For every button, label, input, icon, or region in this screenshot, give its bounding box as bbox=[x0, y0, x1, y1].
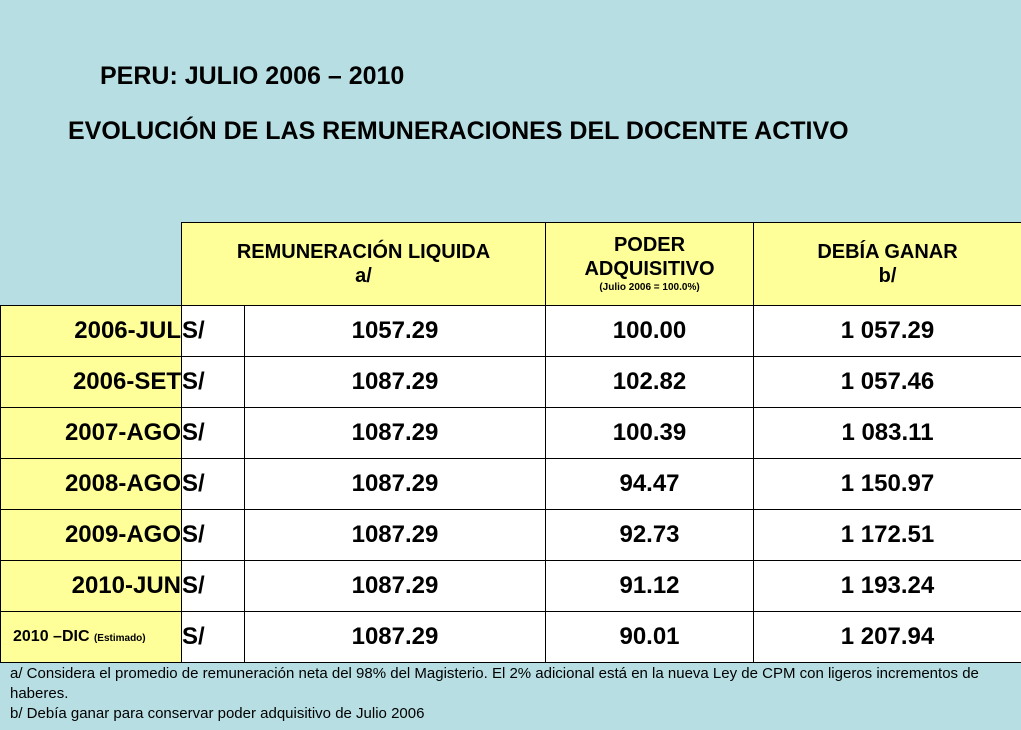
header-remuneracion bbox=[182, 223, 546, 306]
row-debia: 1 207.94 bbox=[754, 612, 1021, 663]
row-date: 2009-AGO bbox=[1, 510, 182, 561]
row-debia: 1 150.97 bbox=[754, 459, 1021, 510]
header-debia-ganar bbox=[754, 223, 1021, 306]
header-corner-cell bbox=[1, 223, 182, 306]
remuneraciones-table bbox=[0, 222, 1021, 663]
row-date-label: 2010 –DIC bbox=[13, 628, 90, 645]
row-date: 2010-JUN bbox=[1, 561, 182, 612]
row-debia: 1 083.11 bbox=[754, 408, 1021, 459]
footnotes bbox=[10, 664, 1010, 724]
table-row bbox=[1, 510, 1021, 561]
row-date: 2006-JUL bbox=[1, 306, 182, 357]
header-debia-note: b/ bbox=[878, 265, 897, 287]
page-subtitle: EVOLUCIÓN DE LAS REMUNERACIONES DEL DOCENTE ACTIVO bbox=[68, 117, 849, 145]
header-poder-note: (Julio 2006 = 100.0%) bbox=[599, 282, 700, 293]
table-header-row bbox=[1, 223, 1021, 306]
row-date: 2006-SET bbox=[1, 357, 182, 408]
header-debia-label: DEBÍA GANAR bbox=[817, 241, 958, 263]
row-remuneracion: 1087.29 bbox=[245, 459, 546, 510]
row-currency: S/ bbox=[182, 357, 245, 408]
header-remuneracion-label: REMUNERACIÓN LIQUIDA bbox=[236, 241, 491, 263]
row-poder: 92.73 bbox=[546, 510, 754, 561]
row-date-note: (Estimado) bbox=[93, 633, 146, 644]
table-row bbox=[1, 306, 1021, 357]
row-poder: 100.39 bbox=[546, 408, 754, 459]
header-poder-line2: ADQUISITIVO bbox=[584, 258, 715, 280]
table-row bbox=[1, 561, 1021, 612]
header-poder-line1: PODER bbox=[613, 234, 686, 256]
row-remuneracion: 1087.29 bbox=[245, 612, 546, 663]
row-currency: S/ bbox=[182, 306, 245, 357]
row-remuneracion: 1087.29 bbox=[245, 357, 546, 408]
row-currency: S/ bbox=[182, 459, 245, 510]
row-currency: S/ bbox=[182, 510, 245, 561]
row-currency: S/ bbox=[182, 612, 245, 663]
table-row bbox=[1, 612, 1021, 663]
footnote-a: a/ Considera el promedio de remuneración neta del 98% del Magisterio. El 2% adicional está en la nueva Ley de CPM con ligeros incrementos de haberes. bbox=[10, 665, 979, 702]
table-row bbox=[1, 408, 1021, 459]
row-debia: 1 193.24 bbox=[754, 561, 1021, 612]
row-debia: 1 057.29 bbox=[754, 306, 1021, 357]
row-poder: 91.12 bbox=[546, 561, 754, 612]
row-remuneracion: 1087.29 bbox=[245, 408, 546, 459]
row-debia: 1 057.46 bbox=[754, 357, 1021, 408]
row-date: 2007-AGO bbox=[1, 408, 182, 459]
table-row bbox=[1, 357, 1021, 408]
header-poder-adquisitivo bbox=[546, 223, 754, 306]
row-currency: S/ bbox=[182, 561, 245, 612]
row-poder: 94.47 bbox=[546, 459, 754, 510]
row-date bbox=[1, 612, 182, 663]
page-title: PERU: JULIO 2006 – 2010 bbox=[100, 62, 405, 90]
row-debia: 1 172.51 bbox=[754, 510, 1021, 561]
row-remuneracion: 1087.29 bbox=[245, 510, 546, 561]
header-remuneracion-note: a/ bbox=[355, 265, 372, 287]
row-date: 2008-AGO bbox=[1, 459, 182, 510]
table-row bbox=[1, 459, 1021, 510]
row-currency: S/ bbox=[182, 408, 245, 459]
footnote-b: b/ Debía ganar para conservar poder adquisitivo de Julio 2006 bbox=[10, 705, 425, 722]
row-poder: 102.82 bbox=[546, 357, 754, 408]
row-remuneracion: 1057.29 bbox=[245, 306, 546, 357]
row-poder: 100.00 bbox=[546, 306, 754, 357]
row-poder: 90.01 bbox=[546, 612, 754, 663]
row-remuneracion: 1087.29 bbox=[245, 561, 546, 612]
